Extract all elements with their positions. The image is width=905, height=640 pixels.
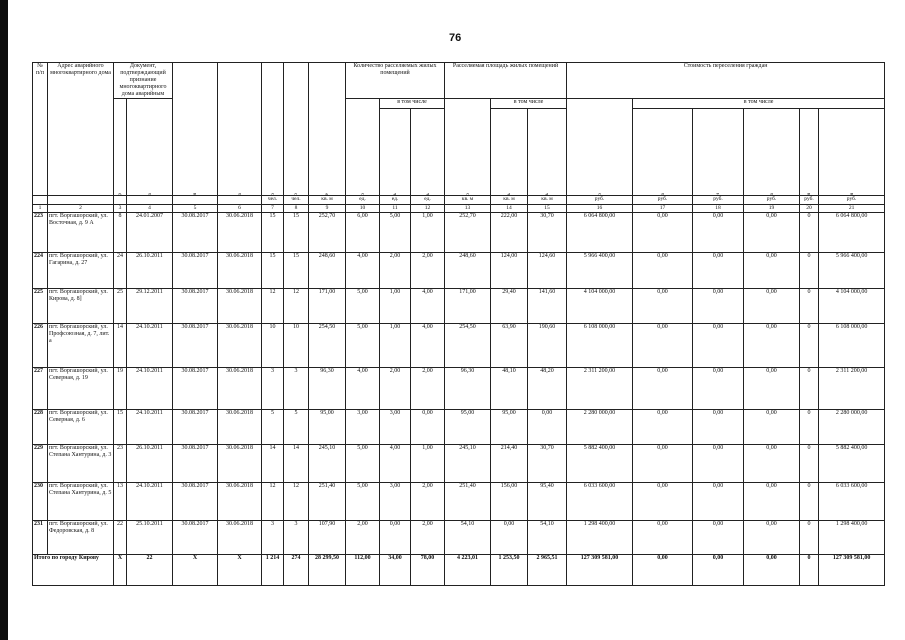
unit-cell: руб. <box>633 196 693 205</box>
table-body <box>33 213 885 555</box>
table-cell: 2,00 <box>411 253 445 289</box>
table-cell: 14 <box>114 324 127 368</box>
address-cell: пгт. Воргашорский, ул. Северная, д. 6 <box>48 410 114 445</box>
table-cell: 252,70 <box>309 213 346 253</box>
table-cell: 1,00 <box>380 289 411 324</box>
table-cell: 0 <box>800 324 819 368</box>
table-cell: 0,00 <box>693 253 744 289</box>
table-cell: 107,90 <box>309 521 346 555</box>
unit-cell: кв. м <box>309 196 346 205</box>
table-cell: 2,00 <box>411 521 445 555</box>
table-cell: 5 882 400,00 <box>567 445 633 483</box>
table-cell: 30.08.2017 <box>173 410 218 445</box>
col-cost-unavoidable-header <box>819 109 885 196</box>
column-number-cell: 2 <box>48 205 114 213</box>
total-cell: 78,00 <box>411 555 445 586</box>
unit-cell: руб. <box>819 196 885 205</box>
table-cell: 30.08.2017 <box>173 445 218 483</box>
total-row <box>33 555 885 586</box>
total-cell: 2 965,51 <box>528 555 567 586</box>
address-cell: пгт. Воргашорский, ул. Восточная, д. 9 А <box>48 213 114 253</box>
unit-cell <box>33 196 48 205</box>
col-rooms-municipal-header <box>411 109 445 196</box>
table-cell: 2,00 <box>411 483 445 521</box>
unit-cell <box>218 196 262 205</box>
table-cell: 10 <box>284 324 309 368</box>
total-cell: X <box>114 555 127 586</box>
total-cell: 112,00 <box>346 555 380 586</box>
table-cell: 4 104 000,00 <box>567 289 633 324</box>
row-number-cell: 225 <box>33 289 48 324</box>
table-cell: 1 298 400,00 <box>567 521 633 555</box>
table-cell: 95,00 <box>491 410 528 445</box>
total-cell: X <box>218 555 262 586</box>
table-cell: 15 <box>284 253 309 289</box>
table-cell: 0,00 <box>744 324 800 368</box>
unit-cell <box>48 196 114 205</box>
table-cell: 5,00 <box>380 213 411 253</box>
resettlement-table <box>32 62 885 586</box>
table-cell: 13 <box>114 483 127 521</box>
table-cell: 4,00 <box>411 289 445 324</box>
address-cell: пгт. Воргашорский, ул. Профсоюзная, д. 7, лит. а <box>48 324 114 368</box>
table-cell: 30.08.2017 <box>173 368 218 410</box>
table-row <box>33 324 885 368</box>
unit-cell: ед. <box>411 196 445 205</box>
table-cell: 10 <box>262 324 284 368</box>
table-cell: 29,40 <box>491 289 528 324</box>
table-cell: 30.06.2018 <box>218 483 262 521</box>
table-cell: 0,00 <box>744 253 800 289</box>
table-cell: 12 <box>284 289 309 324</box>
total-cell: 1 253,50 <box>491 555 528 586</box>
unit-cell: кв. м <box>491 196 528 205</box>
table-cell: 0,00 <box>744 368 800 410</box>
total-cell: 34,00 <box>380 555 411 586</box>
column-number-cell: 17 <box>633 205 693 213</box>
column-number-cell: 9 <box>309 205 346 213</box>
total-label: Итого по городу Кирову <box>33 555 114 586</box>
table-cell: 15 <box>284 213 309 253</box>
table-cell: 54,10 <box>445 521 491 555</box>
total-cell: 0,00 <box>744 555 800 586</box>
table-cell: 5 <box>262 410 284 445</box>
unit-cell: чел. <box>262 196 284 205</box>
table-cell: 0,00 <box>633 213 693 253</box>
table-cell: 24.10.2011 <box>127 324 173 368</box>
total-cell: 22 <box>127 555 173 586</box>
table-cell: 0,00 <box>744 213 800 253</box>
table-cell: 0,00 <box>693 483 744 521</box>
table-row <box>33 213 885 253</box>
col-cost-fund-header <box>633 109 693 196</box>
column-number-cell: 20 <box>800 205 819 213</box>
table-cell: 3 <box>284 368 309 410</box>
table-cell: 24.10.2011 <box>127 483 173 521</box>
col-total-area-header <box>309 63 346 196</box>
column-numbers-row <box>33 205 885 213</box>
table-cell: 0,00 <box>744 289 800 324</box>
column-number-cell: 7 <box>262 205 284 213</box>
group-cost-header: Стоимость переселения граждан <box>567 63 885 99</box>
table-cell: 3,00 <box>380 410 411 445</box>
table-cell: 0,00 <box>693 445 744 483</box>
table-cell: 48,20 <box>528 368 567 410</box>
table-cell: 5,00 <box>346 445 380 483</box>
unit-cell: чел. <box>284 196 309 205</box>
table-cell: 248,60 <box>309 253 346 289</box>
table-cell: 245,10 <box>445 445 491 483</box>
table-cell: 0 <box>800 445 819 483</box>
table-row <box>33 253 885 289</box>
col-cost-local-header <box>744 109 800 196</box>
column-number-cell: 18 <box>693 205 744 213</box>
unit-cell <box>114 196 127 205</box>
col-cost-region-header <box>693 109 744 196</box>
table-cell: 254,50 <box>309 324 346 368</box>
row-number-cell: 227 <box>33 368 48 410</box>
total-cell: 0 <box>800 555 819 586</box>
table-cell: 19 <box>114 368 127 410</box>
table-cell: 96,30 <box>309 368 346 410</box>
scan-edge-bar <box>0 0 8 640</box>
table-cell: 0,00 <box>528 410 567 445</box>
table-cell: 30.06.2018 <box>218 253 262 289</box>
column-number-cell: 3 <box>114 205 127 213</box>
row-number-cell: 226 <box>33 324 48 368</box>
total-cell: 0,00 <box>693 555 744 586</box>
table-cell: 190,60 <box>528 324 567 368</box>
table-cell: 0,00 <box>744 483 800 521</box>
table-cell: 0 <box>800 483 819 521</box>
col-document-header: Документ, подтверждающий признание многоквартирного дома аварийным <box>114 63 173 99</box>
table-cell: 0 <box>800 253 819 289</box>
unit-cell: ед. <box>380 196 411 205</box>
table-cell: 171,00 <box>445 289 491 324</box>
table-cell: 1,00 <box>411 213 445 253</box>
table-cell: 2 311 200,00 <box>567 368 633 410</box>
table-cell: 96,30 <box>445 368 491 410</box>
table-cell: 8 <box>114 213 127 253</box>
address-cell: пгт. Воргашорский, ул. Федоровская, д. 8 <box>48 521 114 555</box>
table-cell: 24.10.2011 <box>127 410 173 445</box>
table-cell: 4,00 <box>380 445 411 483</box>
table-cell: 15 <box>262 213 284 253</box>
address-cell: пгт. Воргашорский, ул. Кирова, д. 8] <box>48 289 114 324</box>
table-cell: 0,00 <box>633 445 693 483</box>
total-cell: X <box>173 555 218 586</box>
unit-cell: руб. <box>800 196 819 205</box>
table-cell: 30.08.2017 <box>173 213 218 253</box>
table-cell: 0,00 <box>633 289 693 324</box>
total-cell: 1 214 <box>262 555 284 586</box>
table-cell: 6 064 800,00 <box>819 213 885 253</box>
table-cell: 30.08.2017 <box>173 253 218 289</box>
table-cell: 25.10.2011 <box>127 521 173 555</box>
header-row-top <box>33 63 885 99</box>
column-number-cell: 16 <box>567 205 633 213</box>
table-cell: 248,60 <box>445 253 491 289</box>
table-cell: 3,00 <box>380 483 411 521</box>
table-cell: 124,60 <box>528 253 567 289</box>
table-cell: 26.10.2011 <box>127 445 173 483</box>
table-cell: 0 <box>800 213 819 253</box>
table-cell: 30.08.2017 <box>173 521 218 555</box>
column-number-cell: 12 <box>411 205 445 213</box>
table-cell: 5,00 <box>346 289 380 324</box>
table-cell: 95,00 <box>309 410 346 445</box>
col-area-municipal-header <box>528 109 567 196</box>
table-cell: 0,00 <box>633 368 693 410</box>
table-cell: 0 <box>800 368 819 410</box>
column-number-cell: 1 <box>33 205 48 213</box>
row-number-cell: 223 <box>33 213 48 253</box>
unit-cell: руб. <box>744 196 800 205</box>
table-row <box>33 445 885 483</box>
table-cell: 30.08.2017 <box>173 324 218 368</box>
column-number-cell: 13 <box>445 205 491 213</box>
table-cell: 95,40 <box>528 483 567 521</box>
table-cell: 2,00 <box>346 521 380 555</box>
header-row-mid <box>33 99 885 109</box>
col-doc-date-header <box>127 99 173 196</box>
total-cell: 28 299,50 <box>309 555 346 586</box>
table-cell: 5 <box>284 410 309 445</box>
table-cell: 48,10 <box>491 368 528 410</box>
table-cell: 124,00 <box>491 253 528 289</box>
table-cell: 141,60 <box>528 289 567 324</box>
col-address-header: Адрес аварийного многоквартирного дома <box>48 63 114 196</box>
table-cell: 252,70 <box>445 213 491 253</box>
total-cell: 274 <box>284 555 309 586</box>
table-cell: 6 108 000,00 <box>567 324 633 368</box>
rooms-incl-header: в том числе <box>380 99 445 109</box>
col-rooms-total-header <box>346 99 380 196</box>
table-cell: 30.06.2018 <box>218 368 262 410</box>
total-cell: 127 309 581,00 <box>567 555 633 586</box>
table-cell: 4,00 <box>411 324 445 368</box>
table-cell: 0,00 <box>380 521 411 555</box>
table-cell: 6 033 600,00 <box>819 483 885 521</box>
table-cell: 14 <box>284 445 309 483</box>
unit-cell: ед. <box>346 196 380 205</box>
col-area-total-header <box>445 99 491 196</box>
table-cell: 2 280 000,00 <box>567 410 633 445</box>
table-cell: 0,00 <box>744 445 800 483</box>
table-cell: 0 <box>800 289 819 324</box>
table-cell: 0,00 <box>633 483 693 521</box>
table-cell: 54,10 <box>528 521 567 555</box>
total-cell: 4 223,01 <box>445 555 491 586</box>
column-number-cell: 19 <box>744 205 800 213</box>
row-number-cell: 231 <box>33 521 48 555</box>
unit-cell: кв. м <box>445 196 491 205</box>
table-cell: 30.06.2018 <box>218 289 262 324</box>
area-incl-header: в том числе <box>491 99 567 109</box>
table-cell: 0,00 <box>633 324 693 368</box>
table-cell: 30.08.2017 <box>173 289 218 324</box>
table-cell: 5 882 400,00 <box>819 445 885 483</box>
address-cell: пгт. Воргашорский, ул. Гагарина, д. 27 <box>48 253 114 289</box>
table-cell: 12 <box>284 483 309 521</box>
table-cell: 2 280 000,00 <box>819 410 885 445</box>
table-cell: 25 <box>114 289 127 324</box>
column-number-cell: 6 <box>218 205 262 213</box>
table-cell: 0,00 <box>491 521 528 555</box>
table-row <box>33 483 885 521</box>
group-rooms-header: Количество расселяемых жилых помещений <box>346 63 445 99</box>
table-cell: 3,00 <box>346 410 380 445</box>
col-cost-total-header <box>567 99 633 196</box>
table-cell: 3 <box>262 368 284 410</box>
address-cell: пгт. Воргашорский, ул. Северная, д. 19 <box>48 368 114 410</box>
table-cell: 0,00 <box>744 410 800 445</box>
table-cell: 6 108 000,00 <box>819 324 885 368</box>
column-number-cell: 21 <box>819 205 885 213</box>
col-rooms-private-header <box>380 109 411 196</box>
col-planned-end-header <box>173 63 218 196</box>
table-cell: 245,10 <box>309 445 346 483</box>
table-cell: 4,00 <box>346 253 380 289</box>
address-cell: пгт. Воргашорский, ул. Степана Хантурина, д. 5 <box>48 483 114 521</box>
table-cell: 254,50 <box>445 324 491 368</box>
cost-incl-header: в том числе <box>633 99 885 109</box>
table-cell: 30,70 <box>528 445 567 483</box>
table-cell: 0,00 <box>633 253 693 289</box>
table-cell: 0,00 <box>744 521 800 555</box>
row-number-cell: 229 <box>33 445 48 483</box>
table-cell: 30.06.2018 <box>218 445 262 483</box>
group-area-header: Расселяемая площадь жилых помещений <box>445 63 567 99</box>
table-cell: 5 966 400,00 <box>567 253 633 289</box>
table-cell: 15 <box>114 410 127 445</box>
units-row <box>33 196 885 205</box>
col-area-private-header <box>491 109 528 196</box>
unit-cell <box>173 196 218 205</box>
table-row <box>33 368 885 410</box>
table-cell: 222,00 <box>491 213 528 253</box>
table-cell: 5,00 <box>346 483 380 521</box>
unit-cell: кв. м <box>528 196 567 205</box>
table-cell: 0,00 <box>693 213 744 253</box>
table-cell: 12 <box>262 483 284 521</box>
table-cell: 171,00 <box>309 289 346 324</box>
table-cell: 30.06.2018 <box>218 521 262 555</box>
col-residents-total-header <box>262 63 284 196</box>
column-number-cell: 15 <box>528 205 567 213</box>
table-cell: 15 <box>262 253 284 289</box>
table-cell: 4 104 000,00 <box>819 289 885 324</box>
table-cell: 0,00 <box>693 289 744 324</box>
table-cell: 251,40 <box>445 483 491 521</box>
unit-cell: руб. <box>693 196 744 205</box>
row-number-cell: 224 <box>33 253 48 289</box>
col-residents-planned-header <box>284 63 309 196</box>
table-cell: 3 <box>262 521 284 555</box>
table-cell: 30.08.2017 <box>173 483 218 521</box>
table-cell: 2,00 <box>411 368 445 410</box>
table-cell: 23 <box>114 445 127 483</box>
col-num-header: № п/п <box>33 63 48 196</box>
table-cell: 0 <box>800 410 819 445</box>
page-number: 76 <box>449 32 462 44</box>
table-cell: 30,70 <box>528 213 567 253</box>
table-cell: 5 966 400,00 <box>819 253 885 289</box>
column-number-cell: 11 <box>380 205 411 213</box>
unit-cell: руб. <box>567 196 633 205</box>
table-cell: 2,00 <box>380 368 411 410</box>
column-number-cell: 14 <box>491 205 528 213</box>
table-cell: 30.06.2018 <box>218 324 262 368</box>
table-cell: 251,40 <box>309 483 346 521</box>
table-cell: 26.10.2011 <box>127 253 173 289</box>
table-cell: 0,00 <box>633 521 693 555</box>
total-cell: 0,00 <box>633 555 693 586</box>
table-cell: 6 064 800,00 <box>567 213 633 253</box>
table-cell: 156,00 <box>491 483 528 521</box>
table-cell: 2 311 200,00 <box>819 368 885 410</box>
col-planned-demolition-header <box>218 63 262 196</box>
table-cell: 3 <box>284 521 309 555</box>
table-row <box>33 521 885 555</box>
table-cell: 24 <box>114 253 127 289</box>
total-cell: 127 309 581,00 <box>819 555 885 586</box>
row-number-cell: 230 <box>33 483 48 521</box>
table-cell: 30.06.2018 <box>218 410 262 445</box>
table-cell: 0,00 <box>693 368 744 410</box>
table-cell: 0,00 <box>633 410 693 445</box>
table-cell: 29.12.2011 <box>127 289 173 324</box>
table-row <box>33 289 885 324</box>
col-doc-number-header <box>114 99 127 196</box>
table-cell: 24.10.2011 <box>127 368 173 410</box>
table-cell: 0,00 <box>693 521 744 555</box>
table-cell: 2,00 <box>380 253 411 289</box>
table-cell: 0 <box>800 521 819 555</box>
table-cell: 0,00 <box>411 410 445 445</box>
table-cell: 95,00 <box>445 410 491 445</box>
table-cell: 1,00 <box>380 324 411 368</box>
table-cell: 6,00 <box>346 213 380 253</box>
table-cell: 0,00 <box>693 324 744 368</box>
table-cell: 12 <box>262 289 284 324</box>
table-cell: 1,00 <box>411 445 445 483</box>
table-cell: 24.01.2007 <box>127 213 173 253</box>
table-cell: 1 298 400,00 <box>819 521 885 555</box>
table-cell: 22 <box>114 521 127 555</box>
table-cell: 6 033 600,00 <box>567 483 633 521</box>
column-number-cell: 4 <box>127 205 173 213</box>
unit-cell <box>127 196 173 205</box>
col-cost-extra-header <box>800 109 819 196</box>
table-cell: 5,00 <box>346 324 380 368</box>
table-cell: 63,90 <box>491 324 528 368</box>
column-number-cell: 5 <box>173 205 218 213</box>
table-cell: 214,40 <box>491 445 528 483</box>
table-cell: 0,00 <box>693 410 744 445</box>
table-row <box>33 410 885 445</box>
table-cell: 4,00 <box>346 368 380 410</box>
row-number-cell: 228 <box>33 410 48 445</box>
address-cell: пгт. Воргашорский, ул. Степана Хантурина, д. 3 <box>48 445 114 483</box>
column-number-cell: 8 <box>284 205 309 213</box>
column-number-cell: 10 <box>346 205 380 213</box>
table-cell: 14 <box>262 445 284 483</box>
table-cell: 30.06.2018 <box>218 213 262 253</box>
